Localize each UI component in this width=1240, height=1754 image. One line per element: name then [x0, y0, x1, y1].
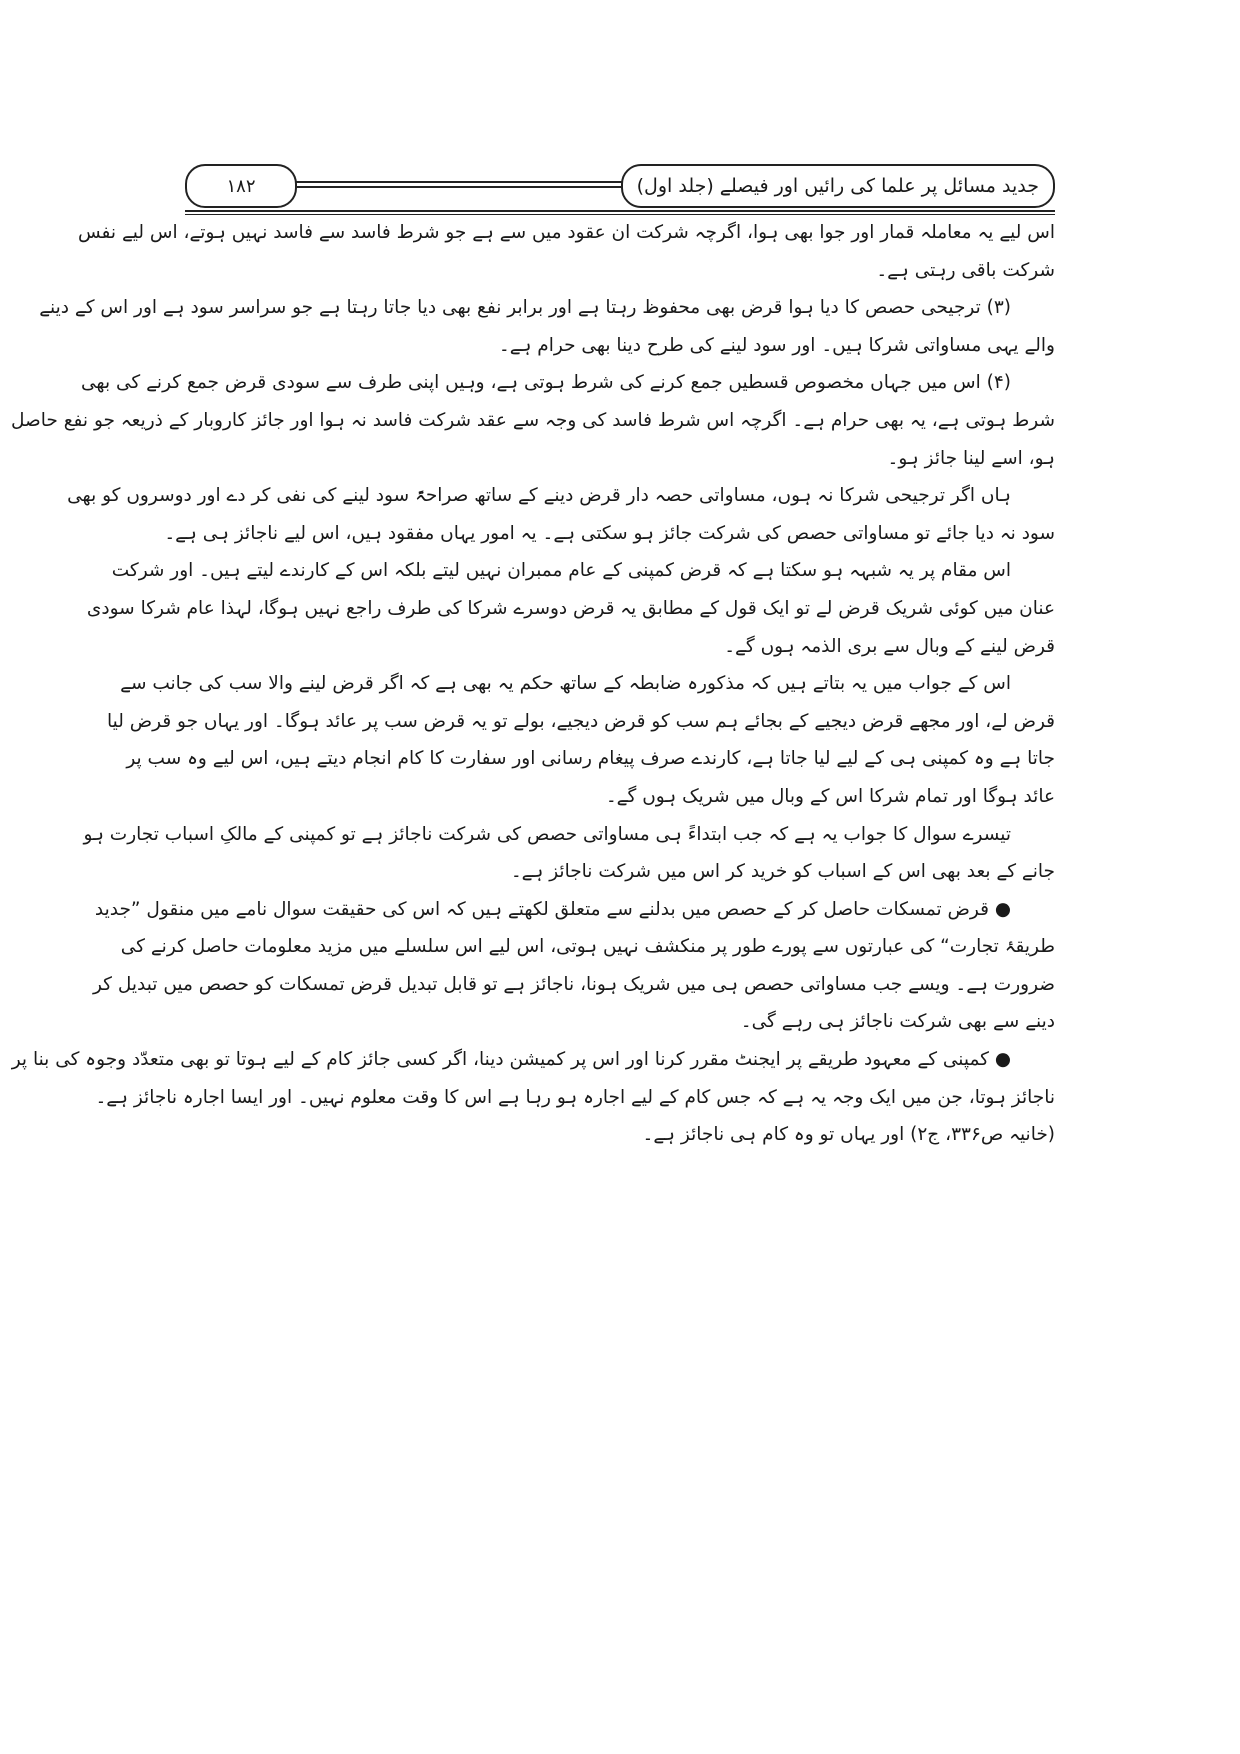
- text-line: اس مقام پر یہ شبہہ ہو سکتا ہے کہ قرض کمپنی کے عام ممبران نہیں لیتے بلکہ اس کے کارندے لیتے ہیں۔ اور شرکت: [111, 560, 1011, 582]
- text-line: (خانیہ ص۳۳۶، ج۲) اور یہاں تو وہ کام ہی ناجائز ہے۔: [642, 1124, 1055, 1146]
- paragraph: [39, 289, 1055, 364]
- text-line: ہو، اسے لینا جائز ہو۔: [887, 447, 1055, 469]
- paragraph: [77, 214, 1055, 289]
- text-line: سود نہ دیا جائے تو مساواتی حصص کی شرکت جائز ہو سکتی ہے۔ یہ امور یہاں مفقود ہیں، اس لیے ناجائز ہی ہے۔: [164, 522, 1055, 544]
- text-line: ناجائز ہوتا، جن میں ایک وجہ یہ ہے کہ جس کام کے لیے اجارہ ہو رہا ہے اس کا وقت معلوم نہیں۔ اور ایسا اجارہ ناجائز ہے۔: [95, 1086, 1055, 1108]
- page-number: ۱۸۲: [185, 164, 297, 208]
- text-line: تیسرے سوال کا جواب یہ ہے کہ جب ابتداءً ہی مساواتی حصص کی شرکت ناجائز ہے تو کمپنی کے مالکِ اسباب تجارت ہو: [83, 823, 1011, 845]
- text-line: (۳) ترجیحی حصص کا دیا ہوا قرض بھی محفوظ رہتا ہے اور برابر نفع بھی دیا جاتا رہتا ہے جو سراسر سود ہے اور اس کے دینے: [39, 297, 1011, 319]
- text-line: دینے سے بھی شرکت ناجائز ہی رہے گی۔: [740, 1011, 1055, 1033]
- text-line: قرض لینے کے وبال سے بری الذمہ ہوں گے۔: [724, 635, 1055, 657]
- text-line: عنان میں کوئی شریک قرض لے تو ایک قول کے مطابق یہ قرض دوسرے شرکا کی طرف راجع نہیں ہوگا، لہذا عام شرکا سودی: [86, 597, 1055, 619]
- text-line: عائد ہوگا اور تمام شرکا اس کے وبال میں شریک ہوں گے۔: [605, 785, 1055, 807]
- page-body: [11, 214, 1055, 1154]
- paragraph: [11, 1041, 1055, 1154]
- paragraph: [92, 891, 1055, 1041]
- text-line: جاتا ہے وہ کمپنی ہی کے لیے لیا جاتا ہے، کارندے صرف پیغام رسانی اور سفارت کا کام انجام دیتے ہیں، اس لیے وہ سب پر: [126, 748, 1055, 770]
- text-line: قرض لے، اور مجھے قرض دیجیے کے بجائے ہم سب کو قرض دیجیے، بولے تو یہ قرض سب پر عائد ہوگا۔ اور یہاں جو قرض لیا: [107, 710, 1055, 732]
- text-line: ● قرض تمسکات حاصل کر کے حصص میں بدلنے سے متعلق لکھتے ہیں کہ اس کی حقیقت سوال نامے میں منقول ”جدید: [94, 898, 1011, 920]
- text-line: ہاں اگر ترجیحی شرکا نہ ہوں، مساواتی حصہ دار قرض دینے کے ساتھ صراحۃً سود لینے کی نفی کر دے اور دوسروں کو بھی: [67, 485, 1011, 507]
- paragraph: [67, 477, 1055, 552]
- text-line: (۴) اس میں جہاں مخصوص قسطیں جمع کرنے کی شرط ہوتی ہے، وہیں اپنی طرف سے سودی قرض جمع کرنے کی بھی: [81, 372, 1011, 394]
- text-line: شرکت باقی رہتی ہے۔: [876, 259, 1055, 281]
- text-line: طریقۂ تجارت“ کی عبارتوں سے پورے طور پر منکشف نہیں ہوتی، اس لیے اس سلسلے میں مزید معلومات حاصل کرنے کی: [120, 936, 1055, 958]
- text-line: ● کمپنی کے معہود طریقے پر ایجنٹ مقرر کرنا اور اس پر کمیشن دینا، اگر کسی جائز کام کے لیے ہوتا تو بھی متعدّد وجوہ کی بنا پر: [11, 1049, 1011, 1071]
- book-title: جدید مسائل پر علما کی رائیں اور فیصلے (جلد اول): [621, 164, 1055, 208]
- running-header: [185, 164, 1055, 208]
- text-line: اس کے جواب میں یہ بتاتے ہیں کہ مذکورہ ضابطہ کے ساتھ حکم یہ بھی ہے کہ اگر قرض لینے والا سب کی جانب سے: [120, 673, 1011, 695]
- paragraph: [83, 816, 1055, 891]
- text-line: جانے کے بعد بھی اس کے اسباب کو خرید کر اس میں شرکت ناجائز ہے۔: [510, 861, 1055, 883]
- text-line: والے یہی مساواتی شرکا ہیں۔ اور سود لینے کی طرح دینا بھی حرام ہے۔: [498, 334, 1055, 356]
- text-line: ضرورت ہے۔ ویسے جب مساواتی حصص ہی میں شریک ہونا، ناجائز ہے تو قابل تبدیل قرض تمسکات کو حصص میں تبدیل کر: [92, 973, 1055, 995]
- paragraph: [11, 364, 1055, 477]
- text-line: شرط ہوتی ہے، یہ بھی حرام ہے۔ اگرچہ اس شرط فاسد کی وجہ سے عقد شرکت فاسد نہ ہوا اور جائز کاروبار کے ذریعہ جو نفع حاصل: [11, 409, 1055, 431]
- paragraph: [107, 665, 1055, 815]
- paragraph: [86, 552, 1055, 665]
- text-line: اس لیے یہ معاملہ قمار اور جوا بھی ہوا، اگرچہ شرکت ان عقود میں سے ہے جو شرط فاسد سے فاسد نہیں ہوتے، اس لیے نفس: [77, 222, 1055, 243]
- header-rule: [185, 210, 1055, 212]
